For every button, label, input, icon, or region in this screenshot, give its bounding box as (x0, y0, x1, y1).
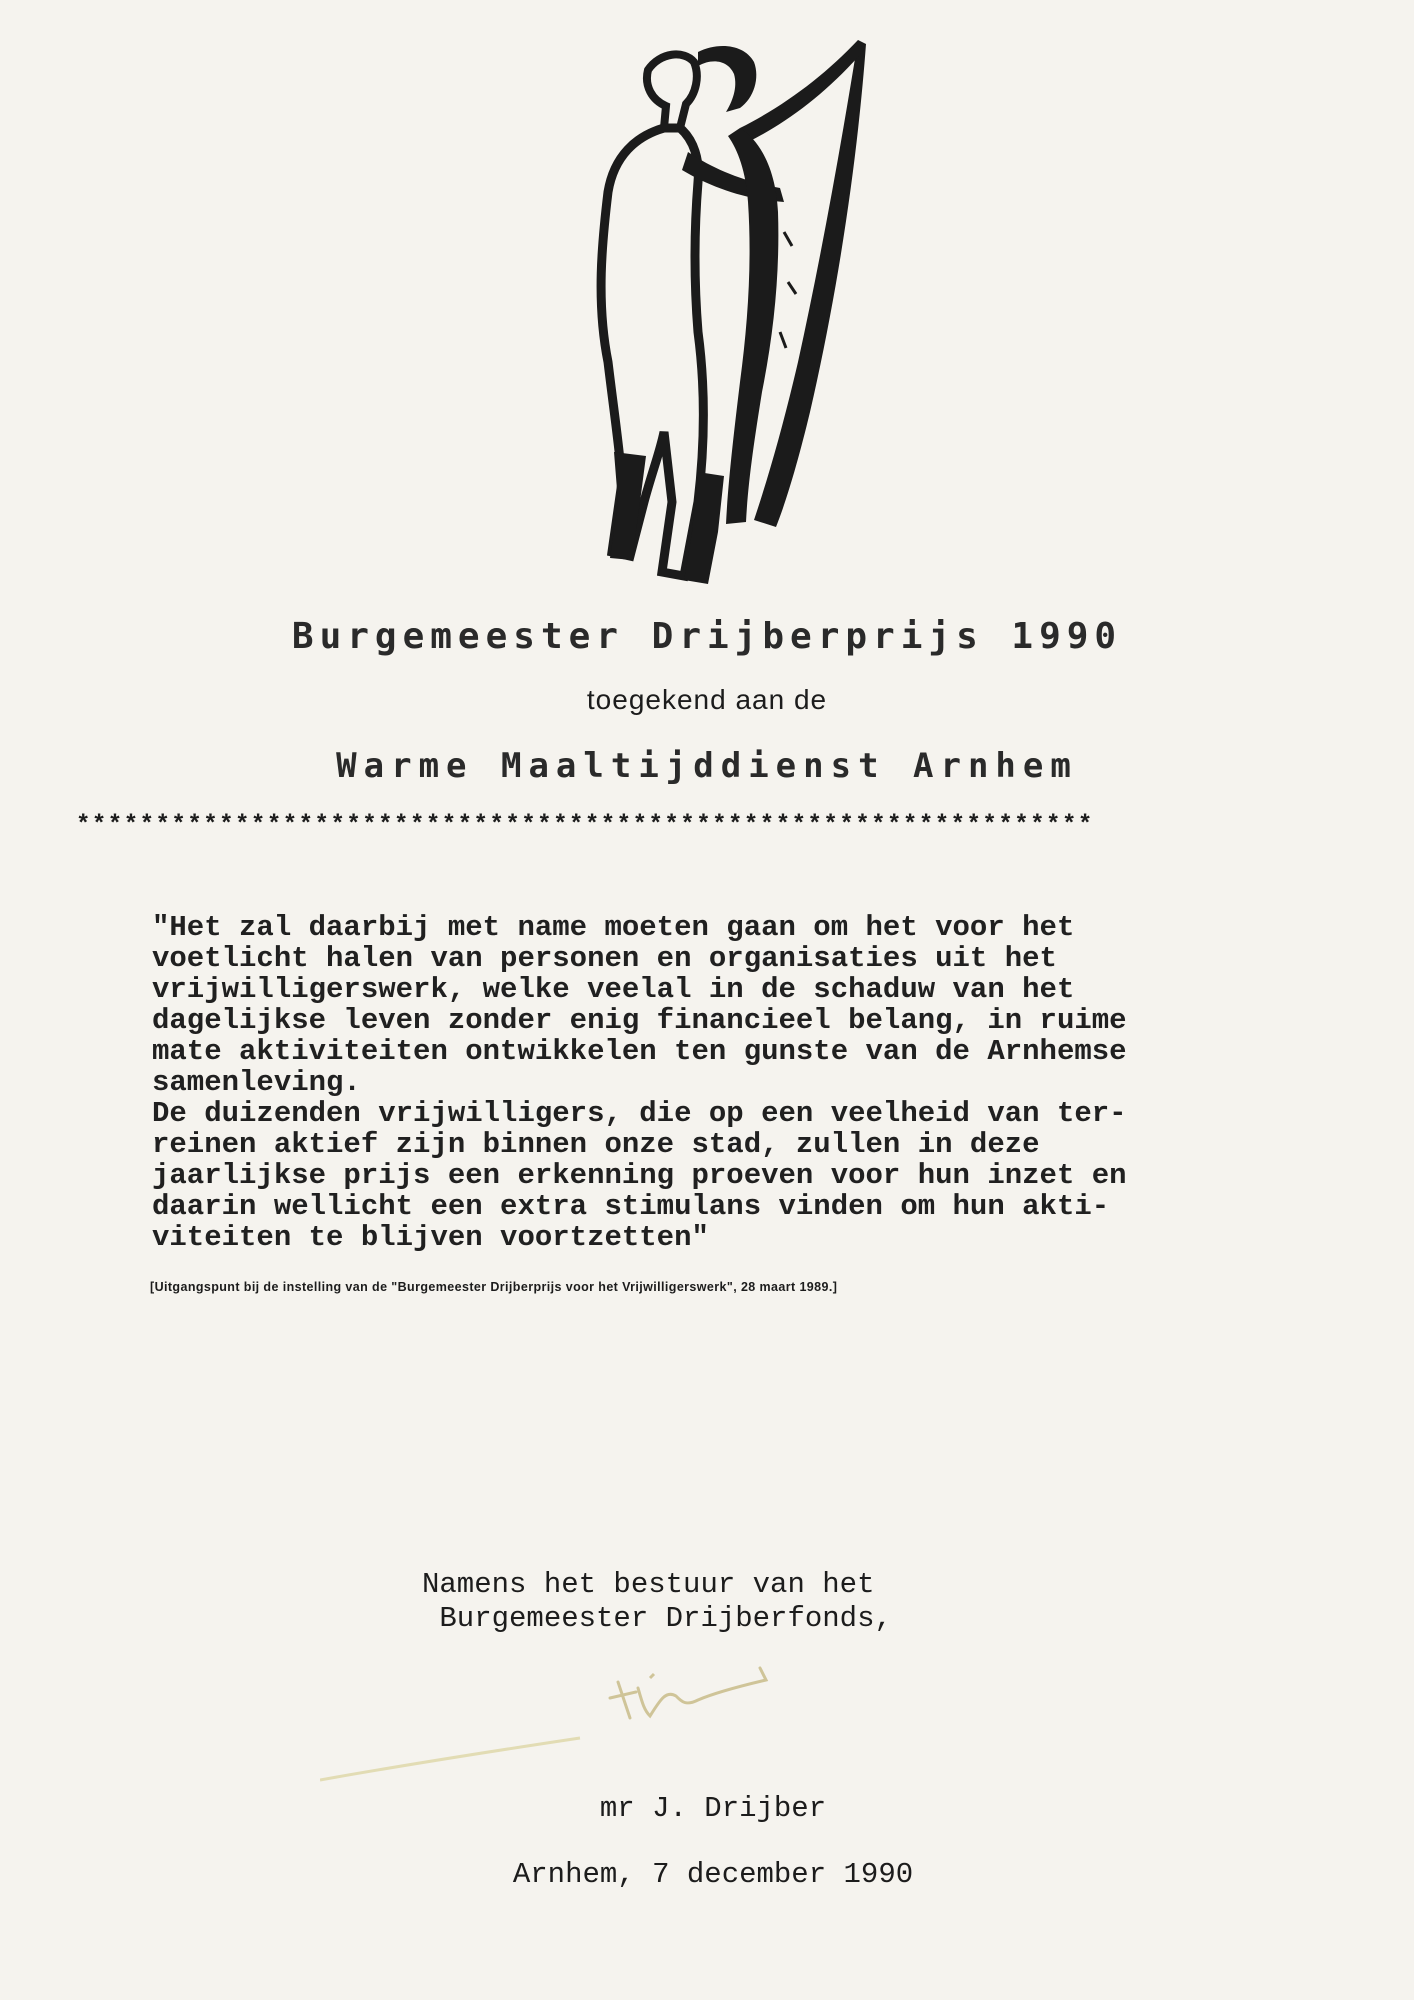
quote-line: reinen aktief zijn binnen onze stad, zullen in deze (152, 1128, 1040, 1161)
handwritten-signature (320, 1652, 840, 1802)
quote-line: viteiten te blijven voortzetten" (152, 1221, 709, 1254)
quote-line: dagelijkse leven zonder enig financieel belang, in ruime (152, 1004, 1127, 1037)
place-date: Arnhem, 7 december 1990 (512, 1858, 914, 1891)
woodcut-figures-illustration (548, 32, 878, 592)
quote-line: daarin wellicht een extra stimulans vinden om hun akti- (152, 1190, 1110, 1223)
signoff-block (422, 1568, 892, 1636)
awarded-to-label: toegekend aan de (586, 684, 828, 715)
quote-line: voetlicht halen van personen en organisaties uit het (152, 942, 1057, 975)
star-separator: **************************************************************** (76, 812, 1094, 839)
award-title: Burgemeester Drijberprijs 1990 (291, 616, 1123, 657)
quote-block (152, 912, 1232, 1253)
quote-line: mate aktiviteiten ontwikkelen ten gunste van de Arnhemse (152, 1035, 1127, 1068)
quote-line: jaarlijkse prijs een erkenning proeven voor hun inzet en (152, 1159, 1127, 1192)
signoff-line: Burgemeester Drijberfonds, (422, 1602, 892, 1635)
signer-name: mr J. Drijber (599, 1792, 827, 1825)
quote-line: "Het zal daarbij met name moeten gaan om het voor het (152, 911, 1075, 944)
quote-line: vrijwilligerswerk, welke veelal in de schaduw van het (152, 973, 1075, 1006)
source-note: [Uitgangspunt bij de instelling van de "Burgemeester Drijberprijs voor het Vrijwilligerswerk", 28 maart 1989.] (150, 1280, 838, 1294)
signoff-line: Namens het bestuur van het (422, 1568, 875, 1601)
quote-line: De duizenden vrijwilligers, die op een veelheid van ter- (152, 1097, 1127, 1130)
recipient-name: Warme Maaltijddienst Arnhem (336, 746, 1078, 786)
quote-line: samenleving. (152, 1066, 361, 1099)
